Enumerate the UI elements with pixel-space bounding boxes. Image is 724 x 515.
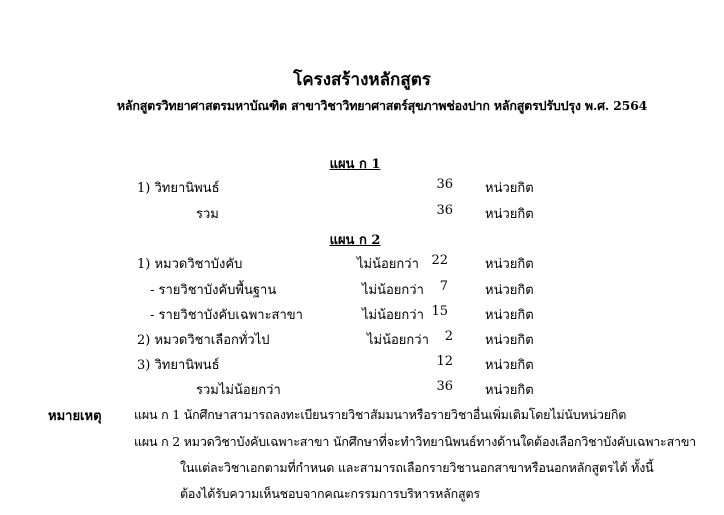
row-label: รวม xyxy=(196,207,219,222)
plan-a1-heading: แผน ก 1 xyxy=(329,157,381,172)
row-unit: หน่วยกิต xyxy=(485,257,534,272)
row-qualifier: ไม่น้อยกว่า xyxy=(362,308,424,323)
notes-label: หมายเหตุ xyxy=(48,409,102,424)
row-value: 12 xyxy=(436,354,453,369)
note-line: แผน ก 1 นักศึกษาสามารถลงทะเบียนรายวิชาสัมมนาหรือรายวิชาอื่นเพิ่มเติมโดยไม่นับหน่วยกิต xyxy=(134,407,627,422)
row-value: 7 xyxy=(439,279,448,294)
row-label: - รายวิชาบังคับเฉพาะสาขา xyxy=(150,308,303,323)
row-label: - รายวิชาบังคับพื้นฐาน xyxy=(150,283,277,298)
row-value: 15 xyxy=(431,304,448,319)
row-value: 22 xyxy=(431,253,448,268)
row-label: 3) วิทยานิพนธ์ xyxy=(137,358,220,373)
row-qualifier: ไม่น้อยกว่า xyxy=(362,283,424,298)
document-title: โครงสร้างหลักสูตร xyxy=(293,70,431,90)
row-label: 2) หมวดวิชาเลือกทั่วไป xyxy=(137,333,270,348)
note-line: ต้องได้รับความเห็นชอบจากคณะกรรมการบริหารหลักสูตร xyxy=(180,486,480,501)
row-label: รวมไม่น้อยกว่า xyxy=(196,383,281,398)
row-value: 2 xyxy=(444,329,453,344)
row-unit: หน่วยกิต xyxy=(485,283,534,298)
row-qualifier: ไม่น้อยกว่า xyxy=(367,333,429,348)
row-value: 36 xyxy=(436,177,453,192)
row-value: 36 xyxy=(436,379,453,394)
plan-a2-heading: แผน ก 2 xyxy=(329,233,381,248)
row-unit: หน่วยกิต xyxy=(485,308,534,323)
row-unit: หน่วยกิต xyxy=(485,358,534,373)
row-qualifier: ไม่น้อยกว่า xyxy=(357,257,419,272)
row-unit: หน่วยกิต xyxy=(485,333,534,348)
note-line: ในแต่ละวิชาเอกตามที่กำหนด และสามารถเลือกรายวิชานอกสาขาหรือนอกหลักสูตรได้ ทั้งนี้ xyxy=(180,460,654,475)
row-value: 36 xyxy=(436,203,453,218)
row-label: 1) หมวดวิชาบังคับ xyxy=(137,257,243,272)
row-unit: หน่วยกิต xyxy=(485,207,534,222)
note-line: แผน ก 2 หมวดวิชาบังคับเฉพาะสาขา นักศึกษาที่จะทำวิทยานิพนธ์ทางด้านใดต้องเลือกวิชาบังคับเฉพาะสาขา xyxy=(134,434,696,449)
row-unit: หน่วยกิต xyxy=(485,181,534,196)
document-subtitle: หลักสูตรวิทยาศาสตรมหาบัณฑิต สาขาวิชาวิทยาศาสตร์สุขภาพช่องปาก หลักสูตรปรับปรุง พ.ศ. 2564 xyxy=(116,98,648,113)
row-label: 1) วิทยานิพนธ์ xyxy=(137,181,220,196)
row-unit: หน่วยกิต xyxy=(485,383,534,398)
